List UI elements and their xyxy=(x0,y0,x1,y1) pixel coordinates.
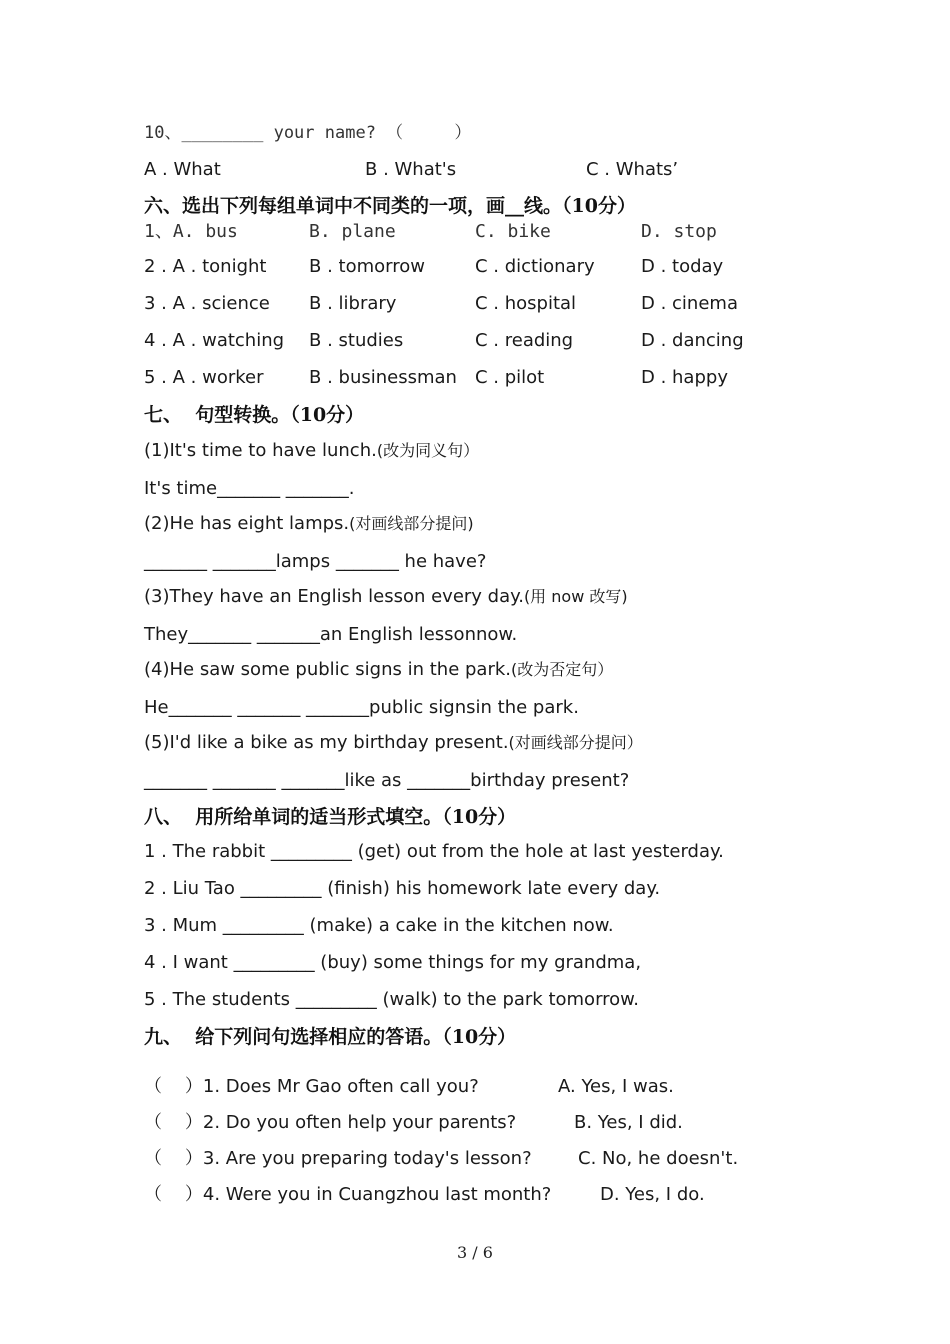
sec7-a4: He_______ _______ _______public signsin the park. xyxy=(144,697,579,718)
sec7-q1-text: (1)It's time to have lunch. xyxy=(144,440,377,461)
sec9-question-2: （ ）2. Do you often help your parents? xyxy=(144,1112,517,1133)
sec6-row1-d: D. stop xyxy=(641,221,717,242)
sec6-row3-c: C . hospital xyxy=(475,293,577,314)
sec9-question-3: （ ）3. Are you preparing today's lesson? xyxy=(144,1148,532,1169)
sec6-row3-d: D . cinema xyxy=(641,293,738,314)
sec6-row4-c: C . reading xyxy=(475,330,574,351)
sec7-a1: It's time_______ _______. xyxy=(144,478,355,499)
sec6-row1-b: B. plane xyxy=(309,221,396,242)
sec7-q1 xyxy=(144,439,479,463)
sec9-answer-b: B. Yes, I did. xyxy=(574,1112,683,1133)
sec6-row2-b: B . tomorrow xyxy=(309,256,425,277)
sec9-answer-c: C. No, he doesn't. xyxy=(578,1148,739,1169)
q10-option-a: A . What xyxy=(144,159,221,180)
sec7-q2-instruction: (对画线部分提问) xyxy=(349,514,474,533)
q10-option-b: B . What's xyxy=(365,159,457,180)
sec7-q5 xyxy=(144,731,643,755)
sec9-question-4: （ ）4. Were you in Cuangzhou last month? xyxy=(144,1184,552,1205)
sec7-a2: _______ _______lamps _______ he have? xyxy=(144,551,487,572)
section7-title: 七、 句型转换。（10分） xyxy=(144,404,365,426)
section8-title: 八、 用所给单词的适当形式填空。（10分） xyxy=(144,806,517,828)
sec6-row5-b: B . businessman xyxy=(309,367,457,388)
sec7-q3-text: (3)They have an English lesson every day. xyxy=(144,586,524,607)
sec8-item-3: 3 . Mum _________ (make) a cake in the kitchen now. xyxy=(144,915,614,936)
sec6-row1-c: C. bike xyxy=(475,221,551,242)
page-number: 3 / 6 xyxy=(457,1243,493,1262)
section9-title: 九、 给下列问句选择相应的答语。（10分） xyxy=(144,1026,517,1048)
q10-option-c: C . Whats’ xyxy=(586,159,679,180)
sec6-row4-a: 4 . A . watching xyxy=(144,330,285,351)
sec6-row2-a: 2 . A . tonight xyxy=(144,256,267,277)
sec6-row4-d: D . dancing xyxy=(641,330,744,351)
sec7-q5-text: (5)I'd like a bike as my birthday present. xyxy=(144,732,509,753)
sec7-q3 xyxy=(144,585,628,609)
sec9-question-1: （ ）1. Does Mr Gao often call you? xyxy=(144,1076,479,1097)
sec6-row3-a: 3 . A . science xyxy=(144,293,270,314)
sec7-a5: _______ _______ _______like as _______birthday present? xyxy=(144,770,630,791)
sec8-item-1: 1 . The rabbit _________ (get) out from the hole at last yesterday. xyxy=(144,841,724,862)
sec7-a3: They_______ _______an English lessonnow. xyxy=(144,624,518,645)
sec8-item-5: 5 . The students _________ (walk) to the park tomorrow. xyxy=(144,989,639,1010)
sec6-row4-b: B . studies xyxy=(309,330,404,351)
sec7-q4 xyxy=(144,658,613,682)
sec6-row5-c: C . pilot xyxy=(475,367,545,388)
sec6-row3-b: B . library xyxy=(309,293,397,314)
sec7-q1-instruction: (改为同义句） xyxy=(376,441,480,460)
sec6-row5-a: 5 . A . worker xyxy=(144,367,264,388)
sec7-q2 xyxy=(144,512,474,536)
sec6-row5-d: D . happy xyxy=(641,367,728,388)
sec8-item-4: 4 . I want _________ (buy) some things for my grandma, xyxy=(144,952,642,973)
sec7-q3-instruction: (用 now 改写) xyxy=(523,587,628,606)
sec7-q5-instruction: (对画线部分提问） xyxy=(508,733,643,752)
sec7-q4-instruction: (改为否定句） xyxy=(511,660,614,679)
sec9-answer-d: D. Yes, I do. xyxy=(600,1184,705,1205)
sec8-item-2: 2 . Liu Tao _________ (finish) his homework late every day. xyxy=(144,878,661,899)
sec6-row2-c: C . dictionary xyxy=(475,256,595,277)
q10-stem: 10、________ your name? （ ） xyxy=(144,123,472,143)
sec6-row1-a: 1、A. bus xyxy=(144,221,238,242)
sec7-q4-text: (4)He saw some public signs in the park. xyxy=(144,659,511,680)
section6-title: 六、选出下列每组单词中不同类的一项，画__线。（10分） xyxy=(144,195,636,217)
sec9-answer-a: A. Yes, I was. xyxy=(558,1076,674,1097)
sec7-q2-text: (2)He has eight lamps. xyxy=(144,513,350,534)
sec6-row2-d: D . today xyxy=(641,256,724,277)
